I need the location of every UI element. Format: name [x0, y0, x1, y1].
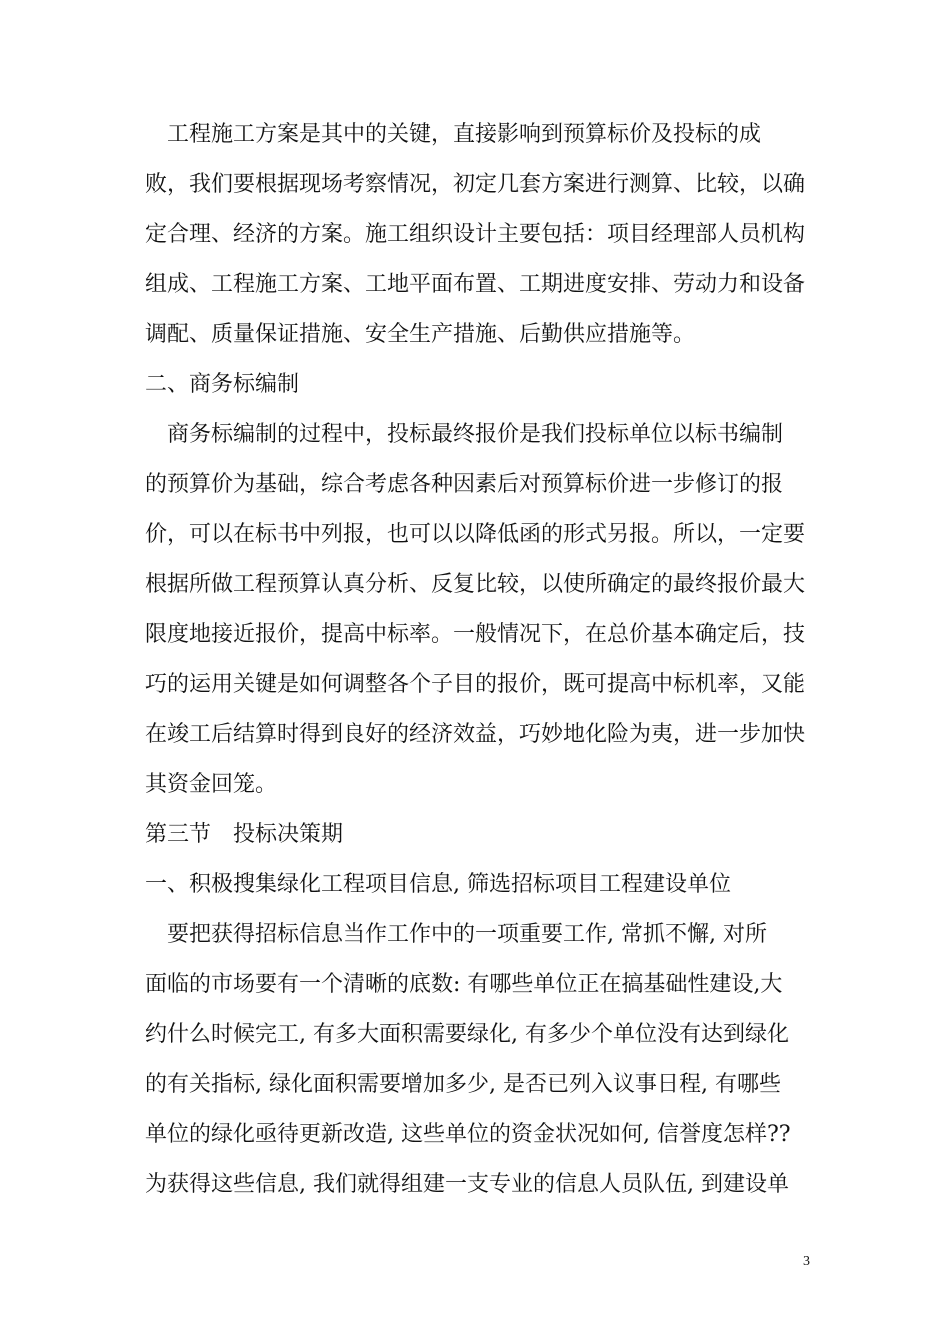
text-line: 要把获得招标信息当作工作中的一项重要工作, 常抓不懈, 对所: [145, 922, 767, 947]
section-heading: 一、积极搜集绿化工程项目信息, 筛选招标项目工程建设单位: [145, 872, 731, 897]
text-line: 根据所做工程预算认真分析、反复比较，以使所确定的最终报价最大: [145, 572, 806, 597]
text-line: 单位的绿化亟待更新改造, 这些单位的资金状况如何, 信誉度怎样??: [145, 1122, 791, 1147]
text-line: 调配、质量保证措施、安全生产措施、后勤供应措施等。: [145, 322, 696, 347]
text-line: 的有关指标, 绿化面积需要增加多少, 是否已列入议事日程, 有哪些: [145, 1072, 781, 1097]
text-line: 限度地接近报价，提高中标率。一般情况下，在总价基本确定后，技: [145, 622, 806, 647]
section-heading: 第三节 投标决策期: [145, 822, 344, 847]
section-heading: 二、商务标编制: [145, 372, 300, 397]
text-line: 在竣工后结算时得到良好的经济效益，巧妙地化险为夷，进一步加快: [145, 722, 806, 747]
text-line: 组成、工程施工方案、工地平面布置、工期进度安排、劳动力和设备: [145, 272, 806, 297]
text-line: 其资金回笼。: [145, 772, 278, 797]
text-line: 商务标编制的过程中，投标最终报价是我们投标单位以标书编制: [145, 422, 784, 447]
text-line: 价，可以在标书中列报，也可以以降低函的形式另报。所以，一定要: [145, 522, 806, 547]
text-line: 定合理、经济的方案。施工组织设计主要包括：项目经理部人员机构: [145, 222, 806, 247]
text-line: 为获得这些信息, 我们就得组建一支专业的信息人员队伍, 到建设单: [145, 1172, 789, 1197]
text-line: 败，我们要根据现场考察情况，初定几套方案进行测算、比较，以确: [145, 172, 806, 197]
text-line: 的预算价为基础，综合考虑各种因素后对预算标价进一步修订的报: [145, 472, 784, 497]
text-line: 约什么时候完工, 有多大面积需要绿化, 有多少个单位没有达到绿化: [145, 1022, 789, 1047]
text-line: 面临的市场要有一个清晰的底数: 有哪些单位正在搞基础性建设,大: [145, 972, 783, 997]
text-line: 工程施工方案是其中的关键，直接影响到预算标价及投标的成: [145, 122, 762, 147]
text-line: 巧的运用关键是如何调整各个子目的报价，既可提高中标机率，又能: [145, 672, 806, 697]
page-number: 3: [803, 1254, 810, 1269]
